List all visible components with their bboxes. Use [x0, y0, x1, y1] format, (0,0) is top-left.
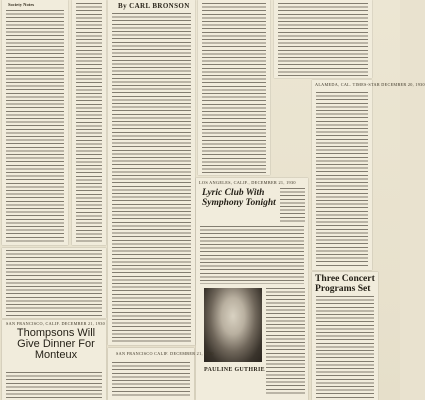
clipping-society-label: Society Notes	[8, 2, 35, 7]
clipping-body-text	[280, 188, 305, 224]
clipping-dateline: ALAMEDA, CAL. TIMES-STAR DECEMBER 20, 1930	[315, 82, 425, 87]
clipping-body-text	[316, 296, 374, 398]
clipping-concert-review	[198, 0, 270, 175]
clipping-society-column	[2, 0, 68, 245]
clipping-society-column-2	[72, 0, 106, 245]
clipping-body-text	[6, 250, 102, 316]
clipping-dateline: LOS ANGELES, CALIF., DECEMBER 21, 1930	[199, 180, 296, 185]
byline: By CARL BRONSON	[118, 2, 190, 10]
clipping-body-text	[6, 372, 102, 399]
clipping-body-text	[316, 92, 368, 268]
clipping-alameda	[312, 80, 425, 270]
clipping-body-text	[278, 3, 368, 76]
clipping-three-concert	[312, 272, 378, 400]
clipping-thompsons	[2, 320, 106, 400]
clipping-recital-note	[274, 0, 372, 78]
photo-caption: PAULINE GUTHRIE	[204, 367, 265, 373]
clipping-carl-bronson	[108, 0, 195, 345]
clipping-dateline: SAN FRANCISCO CALIF. DECEMBER 21, 1930	[116, 351, 214, 356]
clipping-body-text	[112, 362, 190, 398]
clipping-body-text	[202, 3, 266, 173]
clipping-dateline: SAN FRANCISCO, CALIF. DECEMBER 21, 1930	[6, 321, 106, 326]
clipping-bottom-middle	[108, 348, 214, 400]
clipping-headline: Lyric Club With Symphony Tonight	[202, 188, 276, 208]
clipping-body-text	[200, 226, 304, 284]
clipping-headline: Thompsons Will Give Dinner For Monteux	[16, 327, 96, 362]
clipping-body-text	[6, 10, 64, 242]
clipping-body-text	[266, 288, 305, 396]
clipping-body-text	[76, 3, 102, 243]
clipping-body-text	[112, 13, 191, 343]
clipping-headline: Three Concert Programs Set	[315, 273, 375, 294]
clipping-lyric-club	[196, 178, 308, 400]
clipping-lower-left	[2, 248, 106, 318]
